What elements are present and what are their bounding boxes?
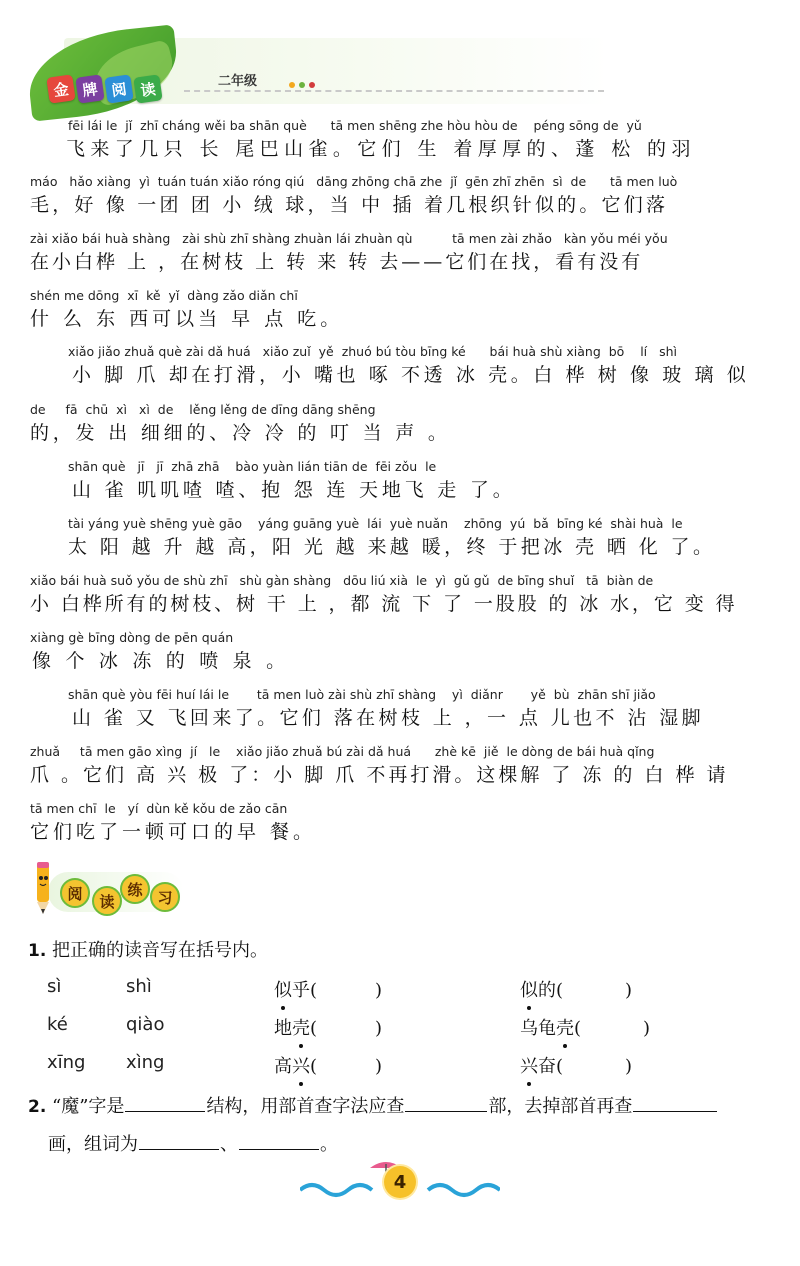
pinyin-line: xiǎo jiǎo zhuǎ què zài dǎ huá xiǎo zuǐ yě zhuó bú tòu bīng ké bái huà shù xiàng bō lí shì — [68, 344, 677, 359]
question-text: 结构，用部首查字法应查 — [206, 1096, 405, 1117]
exercise-title-char: 练 — [120, 874, 150, 904]
emphasized-char: 壳 — [556, 1014, 574, 1040]
word-text: 地 — [274, 1018, 292, 1039]
pinyin-line: xiǎo bái huà suǒ yǒu de shù zhī shù gàn shàng dōu liú xià le yì gǔ gǔ de bīng shuǐ tā biàn de — [30, 573, 654, 588]
answer-blank[interactable] — [239, 1148, 319, 1150]
word-text: 乌龟 — [520, 1018, 556, 1039]
pinyin-line: shān què jī jī zhā zhā bào yuàn lián tiān de fēi zǒu le — [68, 459, 437, 474]
word-text: ( — [310, 1056, 318, 1077]
word-with-blank — [520, 976, 632, 1002]
hanzi-line: 毛，好 像 一团 团 小 绒 球，当 中 插 着几根织针似的。它们落 — [30, 194, 669, 216]
hanzi-line: 的，发 出 细细的、冷 冷 的 叮 当 声 。 — [30, 422, 451, 444]
title-badge: 金 — [46, 74, 75, 103]
title-badge: 读 — [133, 74, 162, 103]
question-2 — [28, 1092, 718, 1118]
answer-blank[interactable] — [633, 1110, 717, 1112]
grade-label: 二年级 — [218, 74, 258, 89]
exercise-title-char: 读 — [92, 886, 122, 916]
question-text: “魔”字是 — [52, 1096, 125, 1117]
pinyin-line: de fā chū xì xì de lěng lěng de dīng dāng shēng — [30, 402, 376, 417]
exercise-title-char: 习 — [150, 882, 180, 912]
hanzi-line: 什 么 东 西可以当 早 点 吃。 — [30, 308, 344, 330]
emphasized-char: 兴 — [520, 1052, 538, 1078]
emphasized-char: 壳 — [292, 1014, 310, 1040]
pinyin-line: xiàng gè bīng dòng de pēn quán — [30, 630, 234, 645]
word-with-blank — [520, 1052, 632, 1078]
word-text: 高 — [274, 1056, 292, 1077]
word-with-blank — [274, 1052, 382, 1078]
title-badge: 牌 — [75, 74, 104, 103]
hanzi-line: 飞来了几只 长 尾巴山雀。它们 生 着厚厚的、蓬 松 的羽 — [66, 138, 696, 160]
word-with-blank — [520, 1014, 650, 1040]
emphasized-char: 兴 — [292, 1052, 310, 1078]
page-header — [24, 32, 614, 112]
word-text: 奋( — [538, 1056, 564, 1077]
hanzi-line: 小 脚 爪 却在打滑，小 嘴也 啄 不透 冰 壳。白 桦 树 像 玻 璃 似 — [72, 364, 750, 386]
page-number: 4 — [384, 1166, 416, 1198]
pinyin-option: ké — [47, 1014, 68, 1035]
word-text: 乎( — [292, 980, 318, 1001]
close-paren: ) — [643, 1018, 651, 1039]
word-text: 的( — [538, 980, 564, 1001]
hanzi-line: 山 雀 又 飞回来了。它们 落在树枝 上 ，一 点 儿也不 沾 湿脚 — [72, 707, 704, 729]
hanzi-line: 山 雀 叽叽喳 喳、抱 怨 连 天地飞 走 了。 — [72, 479, 516, 501]
hanzi-line: 爪 。它们 高 兴 极 了：小 脚 爪 不再打滑。这棵解 了 冻 的 白 桦 请 — [30, 764, 729, 786]
question-text: 部，去掉部首再查 — [488, 1096, 633, 1117]
close-paren: ) — [375, 1056, 383, 1077]
pinyin-line: tài yáng yuè shēng yuè gāo yáng guāng yuè lái yuè nuǎn zhōng yú bǎ bīng ké shài huà le — [68, 516, 683, 531]
pinyin-option: qiào — [126, 1014, 165, 1035]
pinyin-line: tā men chī le yí dùn kě kǒu de zǎo cān — [30, 801, 288, 816]
page-footer — [300, 1156, 500, 1206]
pinyin-line: zhuǎ tā men gāo xìng jí le xiǎo jiǎo zhuǎ bú zài dǎ huá zhè kē jiě le dòng de bái huà qǐng — [30, 744, 655, 759]
word-text: ( — [310, 1018, 318, 1039]
question-text: 画，组词为 — [48, 1134, 138, 1155]
pinyin-line: shān què yòu fēi huí lái le tā men luò zài shù zhī shàng yì diǎnr yě bù zhān shī jiǎo — [68, 687, 656, 702]
hanzi-line: 它们吃了一顿可口的早 餐。 — [30, 821, 317, 843]
answer-blank[interactable] — [125, 1110, 205, 1112]
emphasized-char: 似 — [520, 976, 538, 1002]
title-badge: 阅 — [104, 74, 133, 103]
close-paren: ) — [375, 1018, 383, 1039]
question-text: 把正确的读音写在括号内。 — [52, 940, 269, 961]
pencil-mascot-icon — [32, 858, 54, 916]
hanzi-line: 在小白桦 上 ，在树枝 上 转 来 转 去——它们在找，看有没有 — [30, 251, 644, 273]
header-divider — [184, 90, 604, 92]
series-title-badges — [48, 76, 161, 102]
answer-blank[interactable] — [405, 1110, 487, 1112]
hanzi-line: 太 阳 越 升 越 高，阳 光 越 来越 暖，终 于把冰 壳 晒 化 了。 — [68, 536, 716, 558]
word-with-blank — [274, 1014, 382, 1040]
question-1 — [28, 936, 268, 962]
question-number: 1. — [28, 941, 47, 961]
hanzi-line: 小 白桦所有的树枝、树 干 上 ，都 流 下 了 一股股 的 冰 水，它 变 得 — [30, 593, 738, 615]
word-text: ( — [574, 1018, 582, 1039]
question-number: 2. — [28, 1097, 47, 1117]
pinyin-line: shén me dōng xī kě yǐ dàng zǎo diǎn chī — [30, 288, 298, 303]
pinyin-line: zài xiǎo bái huà shàng zài shù zhī shàng zhuàn lái zhuàn qù tā men zài zhǎo kàn yǒu méi yǒu — [30, 231, 668, 246]
answer-blank[interactable] — [139, 1148, 219, 1150]
close-paren: ) — [375, 980, 383, 1001]
close-paren: ) — [625, 980, 633, 1001]
word-with-blank — [274, 976, 382, 1002]
sentence-end: 。 — [320, 1134, 338, 1155]
pinyin-option: xīng — [47, 1052, 86, 1073]
close-paren: ) — [625, 1056, 633, 1077]
pinyin-option: xìng — [126, 1052, 165, 1073]
hanzi-line: 像 个 冰 冻 的 喷 泉 。 — [32, 650, 290, 672]
pinyin-line: máo hǎo xiàng yì tuán tuán xiǎo róng qiú dāng zhōng chā zhe jǐ gēn zhī zhēn sì de tā men luò — [30, 174, 678, 189]
exercise-section-header — [28, 856, 186, 920]
emphasized-char: 似 — [274, 976, 292, 1002]
pinyin-line: fēi lái le jǐ zhī cháng wěi ba shān què tā men shēng zhe hòu hòu de péng sōng de yǔ — [68, 118, 642, 133]
exercise-title-char: 阅 — [60, 878, 90, 908]
question-2-continued — [48, 1130, 338, 1156]
pinyin-option: shì — [126, 976, 152, 997]
separator: 、 — [220, 1134, 238, 1155]
pinyin-option: sì — [47, 976, 62, 997]
